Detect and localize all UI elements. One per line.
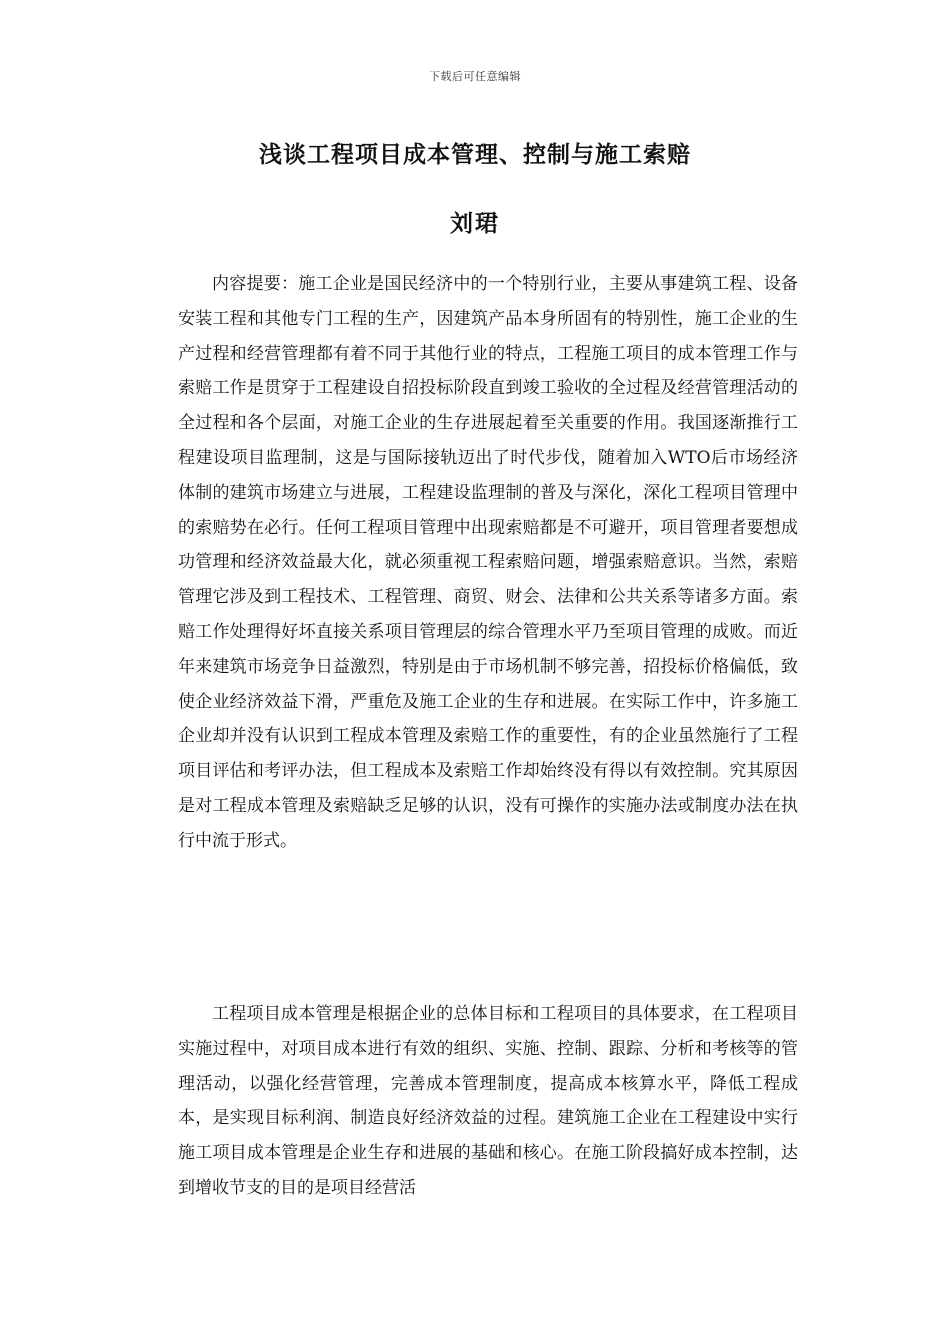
body-paragraph: 工程项目成本管理是根据企业的总体目标和工程项目的具体要求，在工程项目实施过程中，对项目成本进行有效的组织、实施、控制、跟踪、分析和考核等的管理活动，以强化经营管理，完善成本管理制度，提高成本核算水平，降低工程成本，是实现目标利润、制造良好经济效益的过程。建筑施工企业在工程建设中实行施工项目成本管理是企业生存和进展的基础和核心。在施工阶段搞好成本控制，达到增收节支的目的是项目经营活	[178, 1004, 798, 1198]
document-title: 浅谈工程项目成本管理、控制与施工索赔	[259, 141, 691, 168]
abstract-paragraph: 内容提要：施工企业是国民经济中的一个特别行业，主要从事建筑工程、设备安装工程和其他专门工程的生产，因建筑产品本身所固有的特别性，施工企业的生产过程和经营管理都有着不同于其他行业的特点，工程施工项目的成本管理工作与索赔工作是贯穿于工程建设自招投标阶段直到竣工验收的全过程及经营管理活动的全过程和各个层面，对施工企业的生存进展起着至关重要的作用。我国逐渐推行工程建设项目监理制，这是与国际接轨迈出了时代步伐，随着加入WTO后市场经济体制的建筑市场建立与进展，工程建设监理制的普及与深化，深化工程项目管理中的索赔势在必行。任何工程项目管理中出现索赔都是不可避开，项目管理者要想成功管理和经济效益最大化，就必须重视工程索赔问题，增强索赔意识。当然，索赔管理它涉及到工程技术、工程管理、商贸、财会、法律和公共关系等诸多方面。索赔工作处理得好坏直接关系项目管理层的综合管理水平乃至项目管理的成败。而近年来建筑市场竞争日益激烈，特别是由于市场机制不够完善，招投标价格偏低，致使企业经济效益下滑，严重危及施工企业的生存和进展。在实际工作中，许多施工企业却并没有认识到工程成本管理及索赔工作的重要性，有的企业虽然施行了工程项目评估和考评办法，但工程成本及索赔工作却始终没有得以有效控制。究其原因是对工程成本管理及索赔缺乏足够的认识，没有可操作的实施办法或制度办法在执行中流于形式。	[178, 274, 798, 851]
document-author: 刘珺	[450, 210, 500, 237]
header-note: 下载后可任意编辑	[429, 70, 521, 83]
